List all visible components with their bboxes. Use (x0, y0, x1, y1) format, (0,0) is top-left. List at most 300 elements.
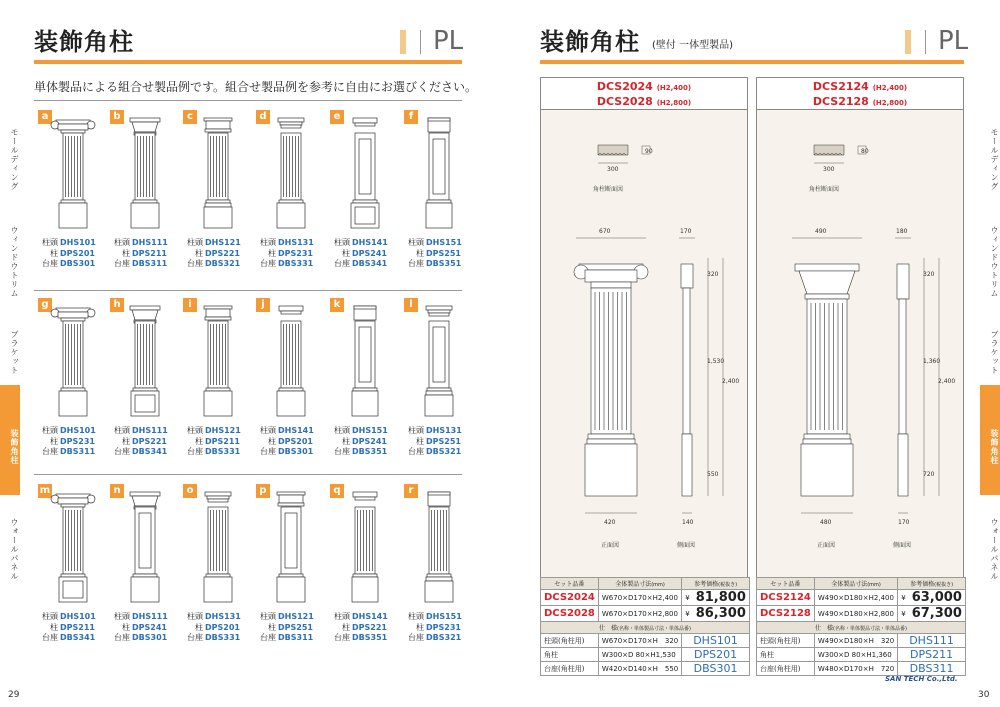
page-title-right: 装飾角柱 (540, 28, 640, 56)
column-illustration (110, 112, 180, 236)
part-label: 台座 (114, 259, 130, 268)
dimension-label: 170 (680, 228, 692, 235)
part-row (541, 662, 750, 676)
set-code: DCS2128 (757, 606, 815, 622)
part-code: DBS351 (426, 259, 462, 268)
part-code: DPS231 (426, 622, 461, 632)
part-code-line (330, 612, 388, 623)
part-codes (256, 426, 314, 458)
part-code: DPS251 (426, 248, 461, 258)
divider (34, 474, 462, 475)
cell-letter-badge: q (330, 484, 344, 498)
page-number-left: 29 (8, 690, 20, 700)
part-codes (110, 426, 168, 458)
part-code: DPS211 (205, 436, 240, 446)
part-code: DHS121 (278, 612, 314, 621)
product-code: DCS2124 (812, 80, 869, 93)
side-tab[interactable]: ブラケット (990, 329, 999, 375)
part-label: 柱 (195, 622, 203, 632)
part-row (541, 648, 750, 662)
combination-cell (330, 110, 400, 275)
part-code-line (330, 238, 388, 249)
combination-cell (38, 484, 108, 649)
table-header-cell (757, 578, 815, 590)
page-number-right: 30 (978, 690, 990, 700)
dimension-label: 180 (896, 228, 908, 235)
part-code-line (183, 633, 241, 644)
part-codes (110, 612, 168, 644)
part-name: 角柱 (541, 648, 599, 662)
column-illustration (183, 112, 253, 236)
part-label: 柱 (50, 248, 58, 258)
part-label: 台座 (260, 633, 276, 642)
dimension-label: 2,400 (722, 378, 740, 385)
part-name: 台座(角柱用) (541, 662, 599, 676)
part-code: DHS151 (426, 612, 462, 621)
part-label: 柱頭 (114, 426, 130, 435)
table-header-cell (541, 578, 599, 590)
dimension-label: 720 (923, 471, 935, 478)
side-tab[interactable]: ウォールパネル (10, 518, 19, 581)
header-unit: (税抜き) (718, 582, 738, 588)
set-price: 86,300 (693, 606, 750, 622)
set-size: W670×D170×H2,800 (598, 606, 681, 622)
product-header (757, 78, 963, 110)
side-tab[interactable]: ウィンドウトリム (990, 226, 999, 298)
part-label: 柱 (268, 622, 276, 632)
part-code-line (110, 259, 168, 270)
part-code-line (404, 238, 462, 249)
part-code: DPS231 (278, 248, 313, 258)
part-code-line (38, 447, 96, 458)
part-code-line (256, 633, 314, 644)
product-height: (H2,800) (656, 99, 692, 107)
part-code-line (330, 633, 388, 644)
part-label: 柱 (122, 436, 130, 446)
part-size: W480×D170×H 720 (814, 662, 897, 676)
part-label: 柱 (195, 248, 203, 258)
product-code: DCS2128 (812, 95, 869, 108)
part-code: DBS331 (205, 447, 241, 456)
combination-cell (110, 484, 180, 649)
product-height: (H2,400) (872, 84, 908, 92)
side-tab[interactable]: ブラケット (10, 329, 19, 375)
part-code-line (404, 249, 462, 260)
part-code: DBS301 (278, 447, 314, 456)
part-label: 台座 (334, 633, 350, 642)
cell-letter-badge: h (110, 298, 124, 312)
part-code: DHS101 (60, 426, 96, 435)
part-code-line (256, 437, 314, 448)
pl-label-left: PL (433, 26, 464, 56)
spec-title: 仕 様 (598, 625, 617, 632)
part-row (541, 634, 750, 648)
part-code: DPS201 (60, 248, 95, 258)
header-text: 全体製品寸法 (831, 581, 868, 588)
part-code-line (256, 612, 314, 623)
part-code: DPS241 (352, 248, 387, 258)
part-label: 台座 (334, 447, 350, 456)
dimension-label: 320 (923, 271, 935, 278)
part-code-line (183, 238, 241, 249)
part-name: 台座(角柱用) (757, 662, 815, 676)
part-code-line (256, 238, 314, 249)
column-illustration (110, 300, 180, 424)
part-label: 台座 (187, 259, 203, 268)
part-label: 柱 (416, 622, 424, 632)
part-code: DBS331 (205, 633, 241, 642)
part-code: DBS311 (898, 662, 966, 676)
column-illustration (404, 112, 474, 236)
column-illustration (330, 300, 400, 424)
part-code: DPS211 (60, 622, 95, 632)
header-text: 全体製品寸法 (615, 581, 652, 588)
part-code-line (330, 447, 388, 458)
dimension-label: 1,360 (923, 358, 941, 365)
section-caption: 角柱断面図 (809, 186, 840, 193)
part-code: DPS241 (132, 622, 167, 632)
table-header-cell (682, 578, 750, 590)
part-codes (330, 238, 388, 270)
header-text: セット品番 (554, 581, 585, 588)
part-code: DHS111 (132, 238, 168, 247)
part-code: DBS321 (426, 633, 462, 642)
part-code: DBS301 (682, 662, 750, 676)
part-label: 台座 (260, 259, 276, 268)
part-code-line (110, 633, 168, 644)
part-code: DBS341 (352, 259, 388, 268)
part-code: DHS121 (205, 426, 241, 435)
part-code: DPS201 (205, 622, 240, 632)
combination-cell (330, 298, 400, 463)
part-code-line (183, 259, 241, 270)
cell-letter-badge: o (183, 484, 197, 498)
part-codes (404, 426, 462, 458)
part-label: 柱頭 (42, 426, 58, 435)
part-code: DHS131 (426, 426, 462, 435)
part-label: 柱 (195, 436, 203, 446)
part-code-line (38, 238, 96, 249)
header-unit: (税抜き) (934, 582, 954, 588)
part-label: 柱頭 (334, 612, 350, 621)
part-label: 柱頭 (408, 426, 424, 435)
part-label: 柱頭 (260, 238, 276, 247)
part-code: DHS141 (352, 612, 388, 621)
part-code-line (183, 623, 241, 634)
column-illustration (38, 112, 108, 236)
column-illustration (330, 486, 400, 610)
part-code-line (38, 249, 96, 260)
intro-text: 単体製品による組合せ製品例です。組合せ製品例を参考に自由にお選びください。 (34, 80, 478, 94)
cell-letter-badge: k (330, 298, 344, 312)
part-code-line (110, 238, 168, 249)
part-code: DPS221 (205, 248, 240, 258)
part-label: 台座 (187, 633, 203, 642)
part-code-line (256, 623, 314, 634)
part-size: W670×D170×H 320 (598, 634, 681, 648)
pl-divider (925, 30, 926, 54)
product-code-line (757, 80, 963, 95)
divider (34, 290, 462, 291)
table-header-cell (814, 578, 897, 590)
set-row (541, 606, 750, 622)
part-code-line (256, 447, 314, 458)
part-code: DBS341 (60, 633, 96, 642)
product-height: (H2,800) (872, 99, 908, 107)
section-depth: 90 (645, 148, 653, 155)
part-label: 台座 (42, 447, 58, 456)
part-label: 柱頭 (187, 426, 203, 435)
product-code: DCS2028 (596, 95, 653, 108)
page-title-left: 装飾角柱 (34, 28, 134, 56)
part-code: DHS101 (682, 634, 750, 648)
part-label: 台座 (42, 633, 58, 642)
part-codes (183, 426, 241, 458)
header-text: 参考価格 (694, 581, 719, 588)
cell-letter-badge: r (404, 484, 418, 498)
section-caption: 角柱断面図 (593, 186, 624, 193)
part-code-line (38, 259, 96, 270)
side-tab[interactable]: 装飾角柱 (0, 385, 20, 495)
column-illustration (256, 112, 326, 236)
pl-label-right: PL (938, 26, 969, 56)
part-code: DPS221 (352, 622, 387, 632)
part-code-line (183, 437, 241, 448)
part-code: DBS301 (132, 633, 168, 642)
set-size: W670×D170×H2,400 (598, 590, 681, 606)
spec-note: (名称・単体製品寸法・単体品番) (617, 626, 691, 632)
set-code: DCS2028 (541, 606, 599, 622)
part-code-line (330, 437, 388, 448)
part-row (757, 662, 966, 676)
part-code-line (256, 426, 314, 437)
set-code: DCS2024 (541, 590, 599, 606)
combination-cell (110, 298, 180, 463)
product-code-line (757, 95, 963, 110)
part-label: 柱頭 (42, 612, 58, 621)
header-text: 参考価格 (910, 581, 935, 588)
part-code-line (110, 623, 168, 634)
header-unit: (mm) (651, 582, 665, 588)
side-tab[interactable]: ウィンドウトリム (10, 226, 19, 298)
combination-cell (256, 298, 326, 463)
part-code: DHS121 (205, 238, 241, 247)
spec-note: (名称・単体製品寸法・単体品番) (833, 626, 907, 632)
part-code: DPS221 (132, 436, 167, 446)
combination-cell (256, 484, 326, 649)
cell-letter-badge: e (330, 110, 344, 124)
section-depth: 80 (861, 148, 869, 155)
part-label: 柱頭 (260, 612, 276, 621)
part-code-line (183, 426, 241, 437)
column-illustration (183, 300, 253, 424)
part-label: 柱頭 (42, 238, 58, 247)
spec-title: 仕 様 (814, 625, 833, 632)
part-size: W300×D 80×H1,360 (814, 648, 897, 662)
part-code: DBS351 (352, 633, 388, 642)
part-code: DPS201 (682, 648, 750, 662)
cell-letter-badge: b (110, 110, 124, 124)
side-tab[interactable]: ウォールパネル (990, 518, 999, 581)
part-label: 柱 (50, 436, 58, 446)
side-tab[interactable]: 装飾角柱 (980, 385, 1000, 495)
section-width: 300 (823, 166, 835, 173)
part-code: DHS111 (132, 426, 168, 435)
part-label: 柱頭 (334, 238, 350, 247)
part-code-line (110, 249, 168, 260)
header-rule-right (540, 60, 964, 64)
part-code-line (38, 426, 96, 437)
part-codes (404, 238, 462, 270)
part-code: DPS251 (278, 622, 313, 632)
column-illustration (256, 486, 326, 610)
column-illustration (38, 300, 108, 424)
table-header-cell (598, 578, 681, 590)
part-code-line (38, 437, 96, 448)
set-size: W490×D180×H2,800 (814, 606, 897, 622)
part-code: DHS151 (426, 238, 462, 247)
part-code: DHS141 (278, 426, 314, 435)
column-illustration (183, 486, 253, 610)
part-label: 台座 (114, 447, 130, 456)
part-label: 台座 (408, 259, 424, 268)
side-tab[interactable]: モールディング (990, 128, 999, 191)
pl-divider (420, 30, 421, 54)
part-code-line (183, 447, 241, 458)
part-code: DBS311 (132, 259, 168, 268)
combination-cell (38, 110, 108, 275)
dimension-label: 1,530 (707, 358, 725, 365)
product-code: DCS2024 (596, 80, 653, 93)
part-code: DPS231 (60, 436, 95, 446)
column-illustration (256, 300, 326, 424)
part-code-line (38, 612, 96, 623)
dimension-label: 670 (599, 228, 611, 235)
part-code: DHS151 (352, 426, 388, 435)
set-price: 63,000 (909, 590, 966, 606)
part-code: DBS311 (278, 633, 314, 642)
part-code: DPS251 (426, 436, 461, 446)
part-code: DHS131 (205, 612, 241, 621)
cell-letter-badge: j (256, 298, 270, 312)
divider (34, 100, 462, 101)
part-label: 台座 (114, 633, 130, 642)
pl-accent-bar (400, 30, 406, 54)
part-label: 柱頭 (114, 612, 130, 621)
part-row (757, 634, 966, 648)
part-code-line (110, 612, 168, 623)
part-codes (404, 612, 462, 644)
cell-letter-badge: m (39, 485, 51, 496)
cell-letter-badge: p (256, 484, 270, 498)
part-size: W490×D180×H 320 (814, 634, 897, 648)
part-code-line (183, 249, 241, 260)
product-code-line (541, 95, 747, 110)
cell-letter-badge: a (38, 110, 52, 124)
cell-letter-badge: i (183, 298, 197, 312)
product-panel (756, 77, 964, 662)
part-code: DBS351 (352, 447, 388, 456)
yen-sign: ¥ (682, 606, 693, 622)
spec-header-cell (541, 622, 750, 634)
part-code: DHS101 (60, 612, 96, 621)
side-view-caption: 側面図 (677, 542, 696, 549)
part-code-line (404, 259, 462, 270)
part-code-line (330, 259, 388, 270)
part-code-line (404, 623, 462, 634)
header-text: セット品番 (770, 581, 801, 588)
set-row (541, 590, 750, 606)
dimension-label: 2,400 (938, 378, 956, 385)
column-illustration (404, 300, 474, 424)
part-codes (38, 238, 96, 270)
brand-logo: SAN TECH Co.,Ltd. (885, 675, 958, 683)
part-label: 柱頭 (260, 426, 276, 435)
part-codes (183, 612, 241, 644)
header-unit: (mm) (867, 582, 881, 588)
front-view-caption: 正面図 (601, 542, 620, 549)
cell-letter-badge: g (38, 298, 52, 312)
part-code: DBS321 (205, 259, 241, 268)
part-row (757, 648, 966, 662)
cell-letter-badge: n (110, 484, 124, 498)
part-label: 柱 (342, 248, 350, 258)
part-name: 柱頭(角柱用) (541, 634, 599, 648)
dimension-label: 320 (707, 271, 719, 278)
part-label: 台座 (408, 447, 424, 456)
part-label: 柱頭 (187, 612, 203, 621)
part-code-line (404, 426, 462, 437)
spec-header-row (541, 622, 750, 634)
side-tab[interactable]: モールディング (10, 128, 19, 191)
part-label: 柱 (268, 436, 276, 446)
part-code-line (256, 249, 314, 260)
part-label: 柱頭 (334, 426, 350, 435)
part-label: 柱頭 (187, 238, 203, 247)
dimension-label: 140 (682, 519, 694, 526)
part-code-line (404, 447, 462, 458)
part-code: DBS321 (426, 447, 462, 456)
part-code-line (110, 447, 168, 458)
part-code-line (404, 633, 462, 644)
part-label: 柱 (342, 436, 350, 446)
part-code: DHS111 (132, 612, 168, 621)
page-subtitle: (壁付 一体型製品) (652, 40, 733, 51)
combination-cell (404, 110, 474, 275)
set-price: 67,300 (909, 606, 966, 622)
header-rule-left (34, 60, 462, 64)
part-codes (110, 238, 168, 270)
set-row (757, 606, 966, 622)
part-codes (183, 238, 241, 270)
part-codes (256, 238, 314, 270)
part-codes (256, 612, 314, 644)
dimension-label: 420 (604, 519, 616, 526)
part-code: DHS111 (898, 634, 966, 648)
cell-letter-badge: l (404, 298, 418, 312)
set-size: W490×D180×H2,400 (814, 590, 897, 606)
part-size: W300×D 80×H1,530 (598, 648, 681, 662)
part-label: 柱頭 (408, 612, 424, 621)
part-code: DPS241 (352, 436, 387, 446)
combination-cell (330, 484, 400, 649)
part-code-line (404, 612, 462, 623)
combination-cell (404, 484, 474, 649)
combination-cell (404, 298, 474, 463)
part-code-line (38, 633, 96, 644)
part-code: DBS341 (132, 447, 168, 456)
part-code-line (110, 437, 168, 448)
